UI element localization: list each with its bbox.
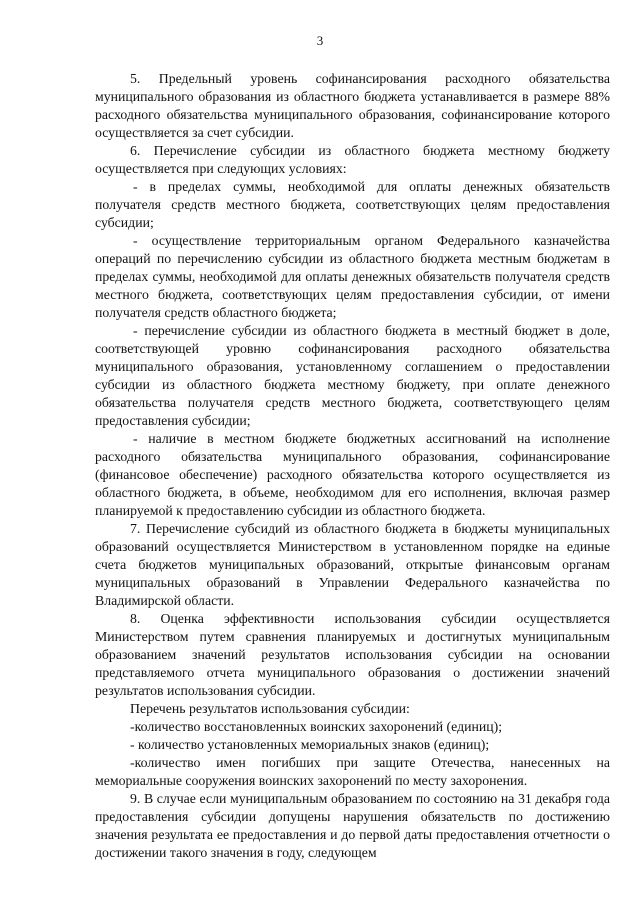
- paragraph-6-condition-4: - наличие в местном бюджете бюджетных ассигнований на исполнение расходного обязательства муниципального образования, софинансирование (финансовое обеспечение) расходного обязательства которого осуществляется из областного бюджета, в объеме, необходимом для его исполнения, включая размер планируемой к предоставлению субсидии из областного бюджета.: [95, 431, 610, 518]
- paragraph-6-condition-2: - осуществление территориальным органом Федерального казначейства операций по перечислению субсидии из областного бюджета местным бюджетам в пределах суммы, необходимой для оплаты денежных обязательств получателя средств местного бюджета, соответствующих целям предоставления субсидии, от имени получателя средств областного бюджета;: [95, 233, 610, 320]
- paragraph-8: 8. Оценка эффективности использования субсидии осуществляется Министерством путем сравнения планируемых и достигнутых муниципальным образованием значений результатов использования субсидии на основании представляемого отчета муниципального образования о достижении значений результатов использования субсидии.: [95, 611, 610, 698]
- paragraph-5: 5. Предельный уровень софинансирования расходного обязательства муниципального образования из областного бюджета устанавливается в размере 88% расходного обязательства муниципального образования, софинансирование которого осуществляется за счет субсидии.: [95, 71, 610, 140]
- results-list-heading: Перечень результатов использования субсидии:: [130, 701, 410, 716]
- paragraph-6-condition-3: - перечисление субсидии из областного бюджета в местный бюджет в доле, соответствующей уровню софинансирования расходного обязательства муниципального образования, установленному соглашением о предоставлении субсидии из областного бюджета местному бюджету, при оплате денежного обязательства получателя средств местного бюджета, соответствующего целям предоставления субсидии;: [95, 323, 610, 428]
- paragraph-6-condition-1: - в пределах суммы, необходимой для оплаты денежных обязательств получателя средств местного бюджета, соответствующих целям предоставления субсидии;: [95, 179, 610, 230]
- paragraph-9: 9. В случае если муниципальным образованием по состоянию на 31 декабря года предоставления субсидии допущены нарушения обязательств по достижению значения результата ее предоставления и до первой даты предоставления отчетности о достижении такого значения в году, следующем: [95, 791, 610, 860]
- document-body: [95, 70, 610, 862]
- paragraph-7: 7. Перечисление субсидий из областного бюджета в бюджеты муниципальных образований осуществляется Министерством в установленном порядке на единые счета бюджетов муниципальных образований, открытые финансовым органам муниципальных образований в Управлении Федерального казначейства по Владимирской области.: [95, 521, 610, 608]
- results-list-item-3: -количество имен погибших при защите Отечества, нанесенных на мемориальные сооружения воинских захоронений по месту захоронения.: [95, 755, 610, 788]
- paragraph-6: 6. Перечисление субсидии из областного бюджета местному бюджету осуществляется при следующих условиях:: [95, 143, 610, 176]
- results-list-item-1: -количество восстановленных воинских захоронений (единиц);: [130, 719, 503, 734]
- results-list-item-2: - количество установленных мемориальных знаков (единиц);: [130, 737, 490, 752]
- page-number: 3: [316, 33, 324, 48]
